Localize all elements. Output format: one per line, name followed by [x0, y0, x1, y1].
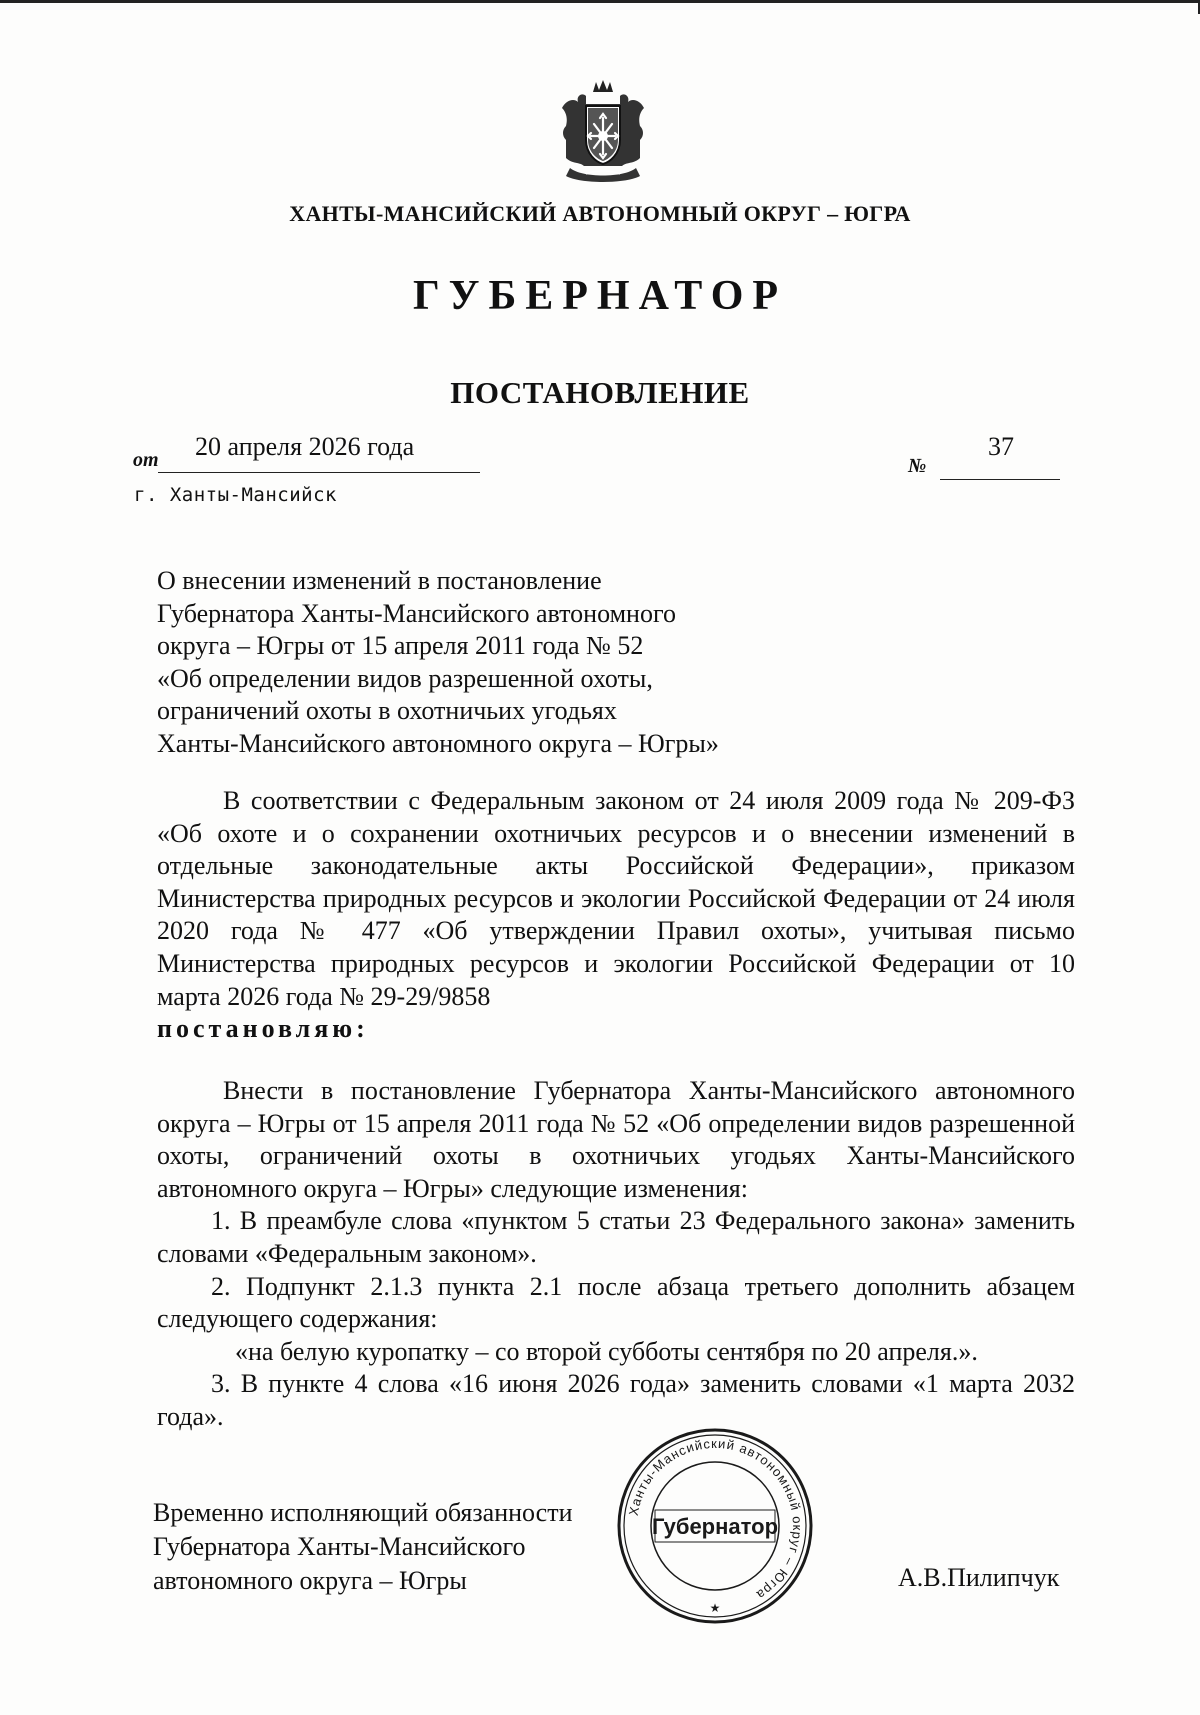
preamble-block [157, 785, 1075, 1046]
number-label: № [908, 455, 927, 477]
region-name: ХАНТЫ-МАНСИЙСКИЙ АВТОНОМНЫЙ ОКРУГ – ЮГРА [289, 201, 911, 226]
position-line: Губернатора Ханты-Мансийского [153, 1532, 526, 1561]
subject-line: ограничений охоты в охотничьих угодьях [157, 696, 617, 726]
signatory-position [153, 1496, 573, 1598]
preamble-paragraph: В соответствии с Федеральным законом от 24 июля 2009 года № 209-ФЗ «Об охоте и о сохранении охотничьих ресурсов и о внесении изменений в отдельные законодательные акты Российской Федерации», приказом Министерства природных ресурсов и экологии Российской Федерации от 24 июля 2020 года № 477 «Об утверждении Правил охоты», учитывая письмо Министерства природных ресурсов и экологии Российской Федерации от 10 марта 2026 года № 29-29/9858 [157, 786, 1075, 1011]
city: г. Ханты-Мансийск [134, 484, 337, 506]
subject-line: «Об определении видов разрешенной охоты, [157, 663, 653, 693]
page-title: ГУБЕРНАТОР [412, 273, 788, 319]
date-underline [158, 472, 480, 473]
position-line: автономного округа – Югры [153, 1566, 467, 1595]
scan-top-border [0, 0, 1200, 3]
decree-number: 37 [988, 432, 1014, 461]
number-underline [940, 479, 1060, 480]
seal-star-icon: ★ [709, 1601, 721, 1615]
subject-line: округа – Югры от 15 апреля 2011 года № 52 [157, 631, 644, 661]
change-item-3: 3. В пункте 4 слова «16 июня 2026 года» заменить словами «1 марта 2032 года». [157, 1369, 1075, 1431]
change-item-2-quote: «на белую куропатку – со второй субботы сентября по 20 апреля.». [235, 1336, 978, 1366]
seal-center-text: Губернатор [651, 1514, 779, 1539]
changes-block [157, 1075, 1075, 1434]
decree-subject [157, 565, 817, 761]
change-item-2: 2. Подпункт 2.1.3 пункта 2.1 после абзаца третьего дополнить абзацем следующего содержания: [157, 1271, 1075, 1334]
main-paragraph: Внести в постановление Губернатора Ханты-Мансийского автономного округа – Югры от 15 апреля 2011 года № 52 «Об определении видов разрешенной охоты, ограничений охоты в охотничьих угодьях Ханты-Мансийского автономного округа – Югры» следующие изменения: [157, 1076, 1075, 1203]
position-line: Временно исполняющий обязанности [153, 1498, 573, 1527]
subject-line: О внесении изменений в постановление [157, 566, 602, 595]
subject-line: Губернатора Ханты-Мансийского автономного [157, 598, 676, 628]
seal-ring-text: Ханты-Мансийский автономный округ – Югра [625, 1435, 806, 1604]
decree-date: 20 апреля 2026 года [195, 432, 415, 461]
signatory-name: А.В.Пилипчук [898, 1563, 1060, 1592]
subject-line: Ханты-Мансийского автономного округа – Югры» [157, 728, 719, 758]
coat-of-arms-icon [548, 78, 658, 188]
change-item-1: 1. В преамбуле слова «пунктом 5 статьи 23 Федерального закона» заменить словами «Федеральным законом». [157, 1206, 1075, 1268]
official-seal-stamp [615, 1426, 815, 1626]
document-type: ПОСТАНОВЛЕНИЕ [450, 375, 750, 410]
resolve-word: постановляю: [157, 1014, 369, 1044]
date-label: от [133, 449, 159, 471]
